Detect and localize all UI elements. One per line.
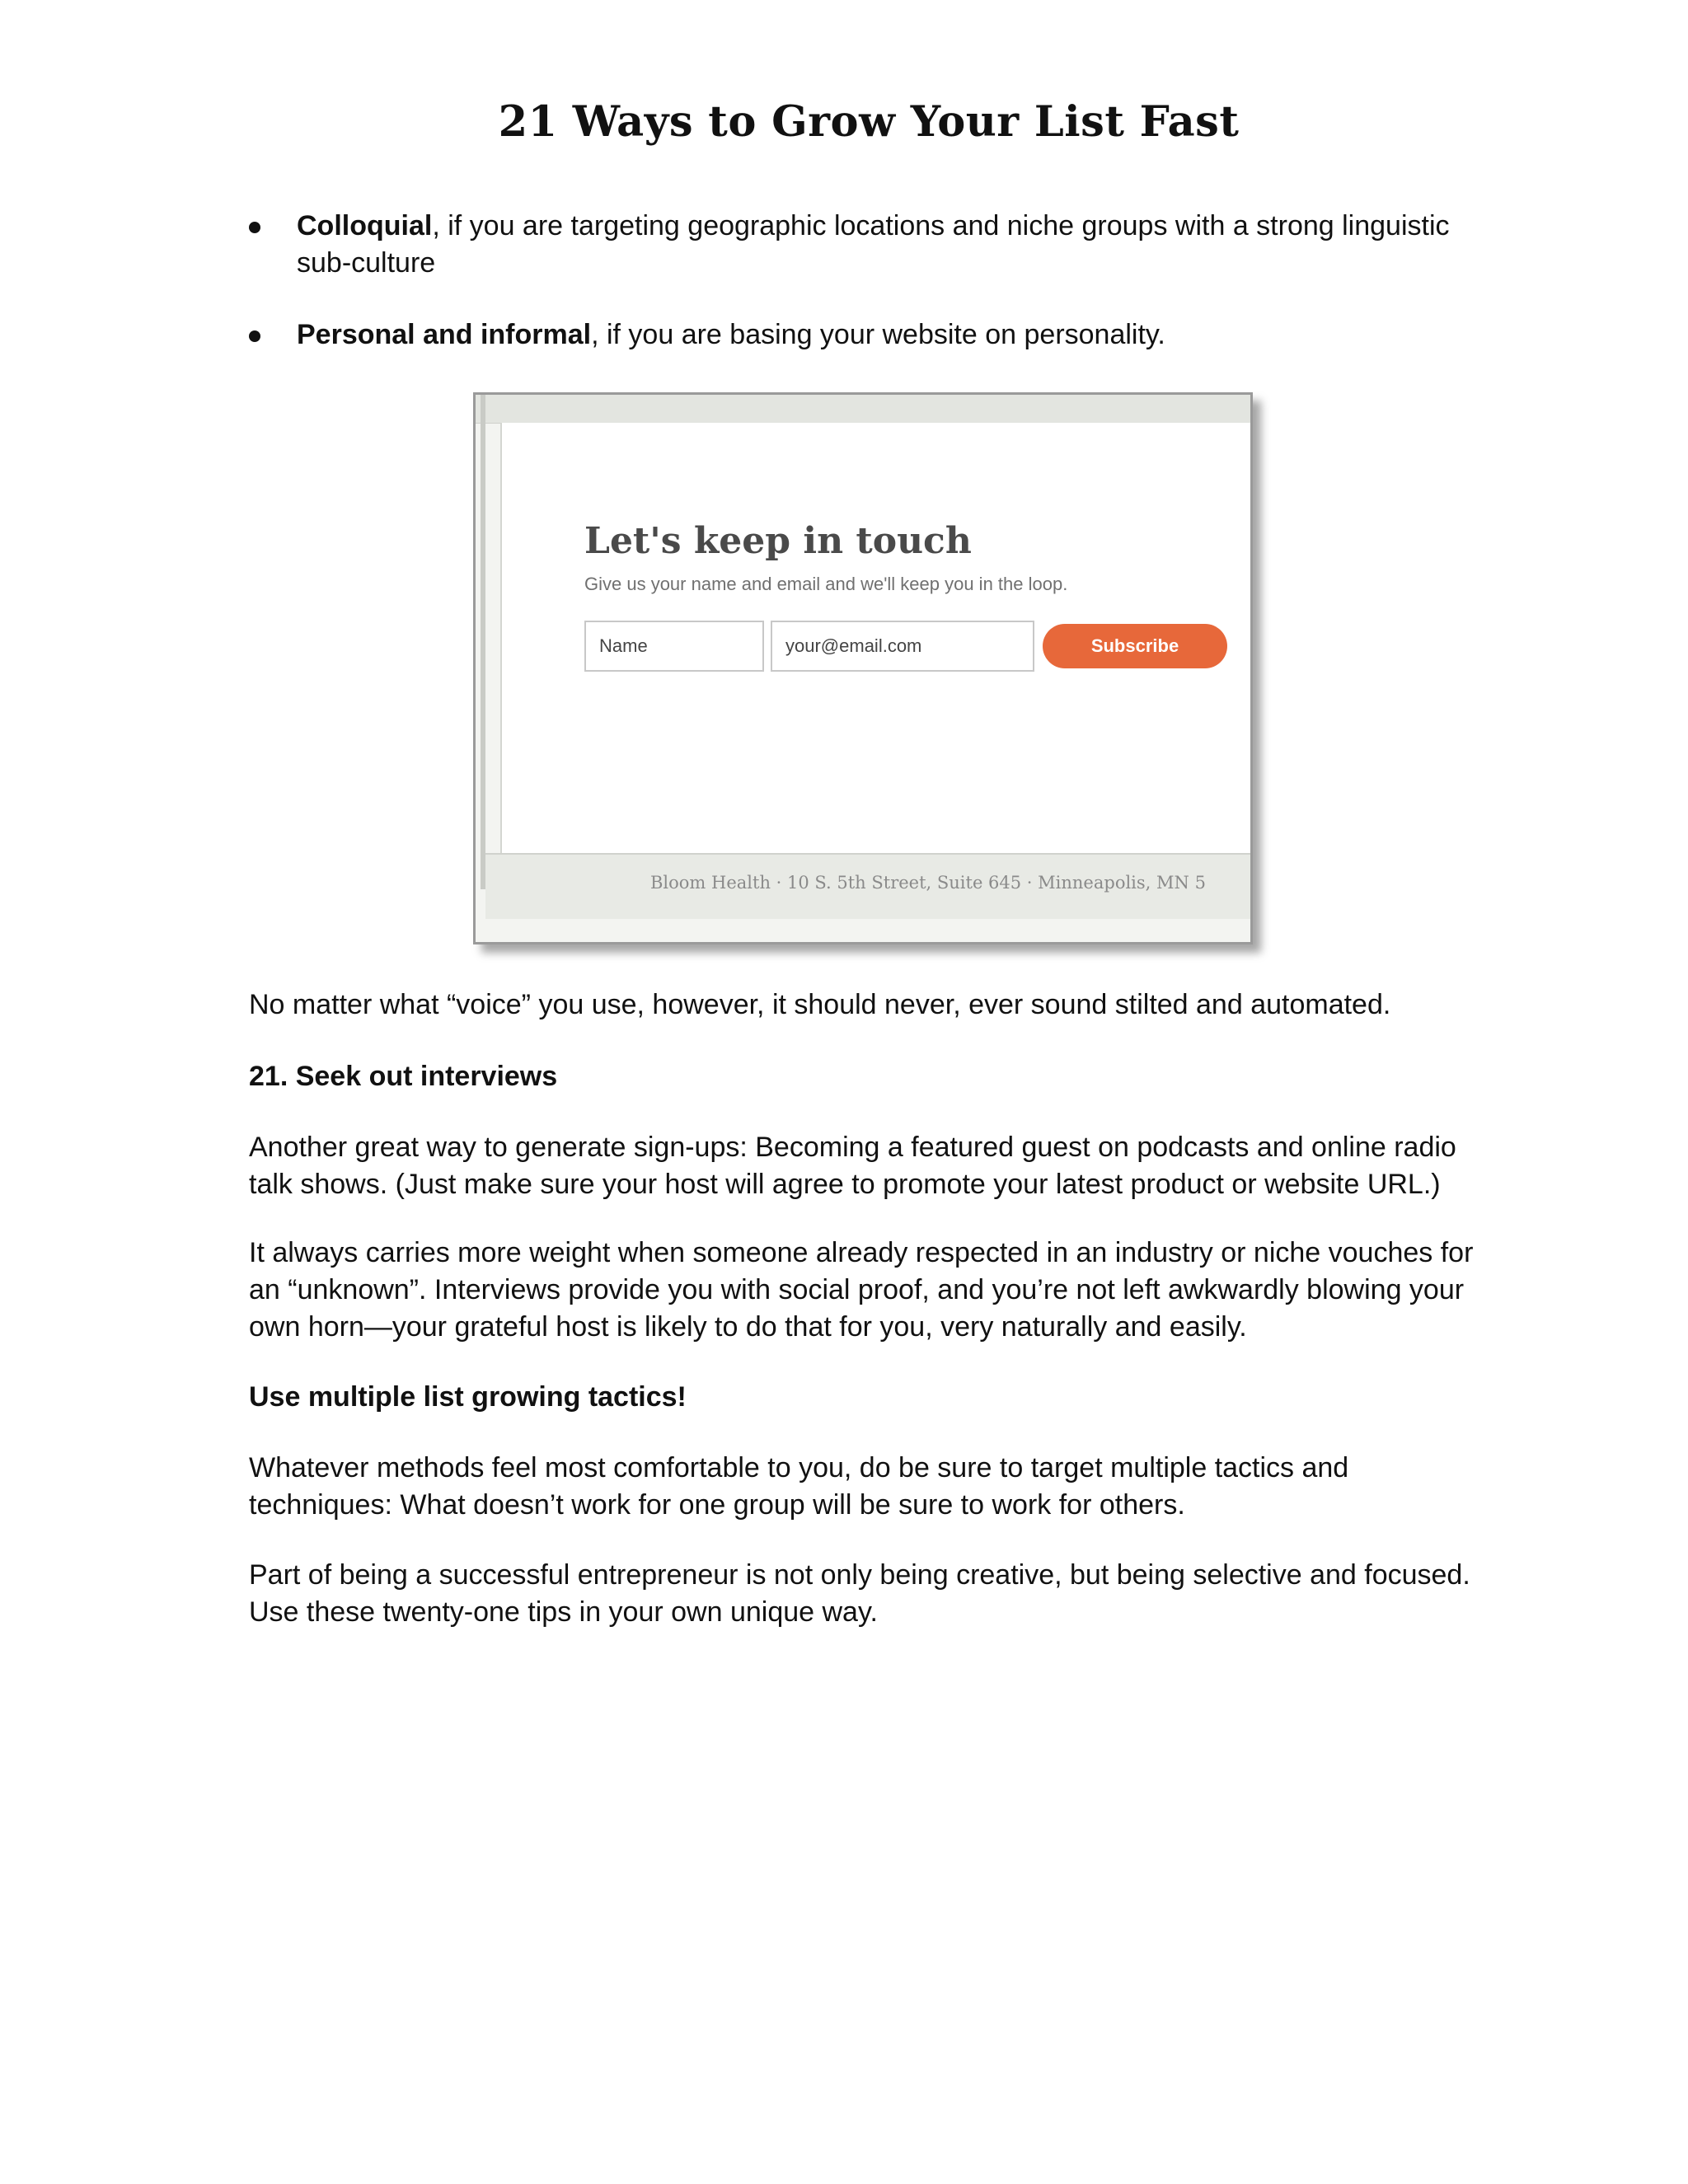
screenshot-left-bar — [481, 395, 485, 889]
bullet-text: , if you are basing your website on personality. — [591, 319, 1165, 350]
interviews-paragraph-2: It always carries more weight when someone already respected in an industry or niche vouches for an “unknown”. Interviews provide you with social proof, and you’re not left awkwardly blowing your own horn—your grateful host is likely to do that for you, very naturally and easily. — [249, 1237, 1474, 1343]
interviews-paragraph-1: Another great way to generate sign-ups: Becoming a featured guest on podcasts and online radio talk shows. (Just make sure your host will agree to promote your latest product or website URL.) — [249, 1132, 1456, 1200]
email-field[interactable] — [771, 621, 1034, 672]
bullet-dot-icon — [249, 330, 260, 342]
subscribe-button[interactable]: Subscribe — [1043, 624, 1227, 668]
name-field[interactable] — [584, 621, 764, 672]
signup-form-screenshot — [473, 392, 1253, 944]
screenshot-footer — [485, 853, 1250, 919]
signup-panel — [500, 423, 1250, 863]
signup-heading: Let's keep in touch — [584, 520, 972, 562]
page-title: 21 Ways to Grow Your List Fast — [498, 97, 1240, 147]
bullet-item-personal — [297, 316, 1508, 354]
bullet-text: , if you are targeting geographic locations and niche groups with a strong linguistic sub-culture — [297, 210, 1450, 279]
voice-paragraph: No matter what “voice” you use, however, it should never, ever sound stilted and automated. — [249, 989, 1391, 1020]
screenshot-top-bar — [476, 395, 1250, 424]
bullet-dot-icon — [249, 222, 260, 233]
signup-subtitle: Give us your name and email and we'll keep you in the loop. — [584, 574, 1068, 594]
footer-address: Bloom Health · 10 S. 5th Street, Suite 645 · Minneapolis, MN 5 — [650, 873, 1206, 893]
bullet-term: Colloquial — [297, 210, 433, 241]
tactics-paragraph-2: Part of being a successful entrepreneur is not only being creative, but being selective and focused. Use these twenty-one tips in your own unique way. — [249, 1559, 1470, 1628]
bullet-item-colloquial — [297, 208, 1508, 282]
tactics-paragraph-1: Whatever methods feel most comfortable to you, do be sure to target multiple tactics and techniques: What doesn’t work for one group will be sure to work for others. — [249, 1452, 1349, 1521]
bullet-list — [297, 208, 1508, 388]
tactics-heading: Use multiple list growing tactics! — [249, 1381, 687, 1413]
section-21-heading: 21. Seek out interviews — [249, 1061, 558, 1092]
bullet-term: Personal and informal — [297, 319, 592, 350]
